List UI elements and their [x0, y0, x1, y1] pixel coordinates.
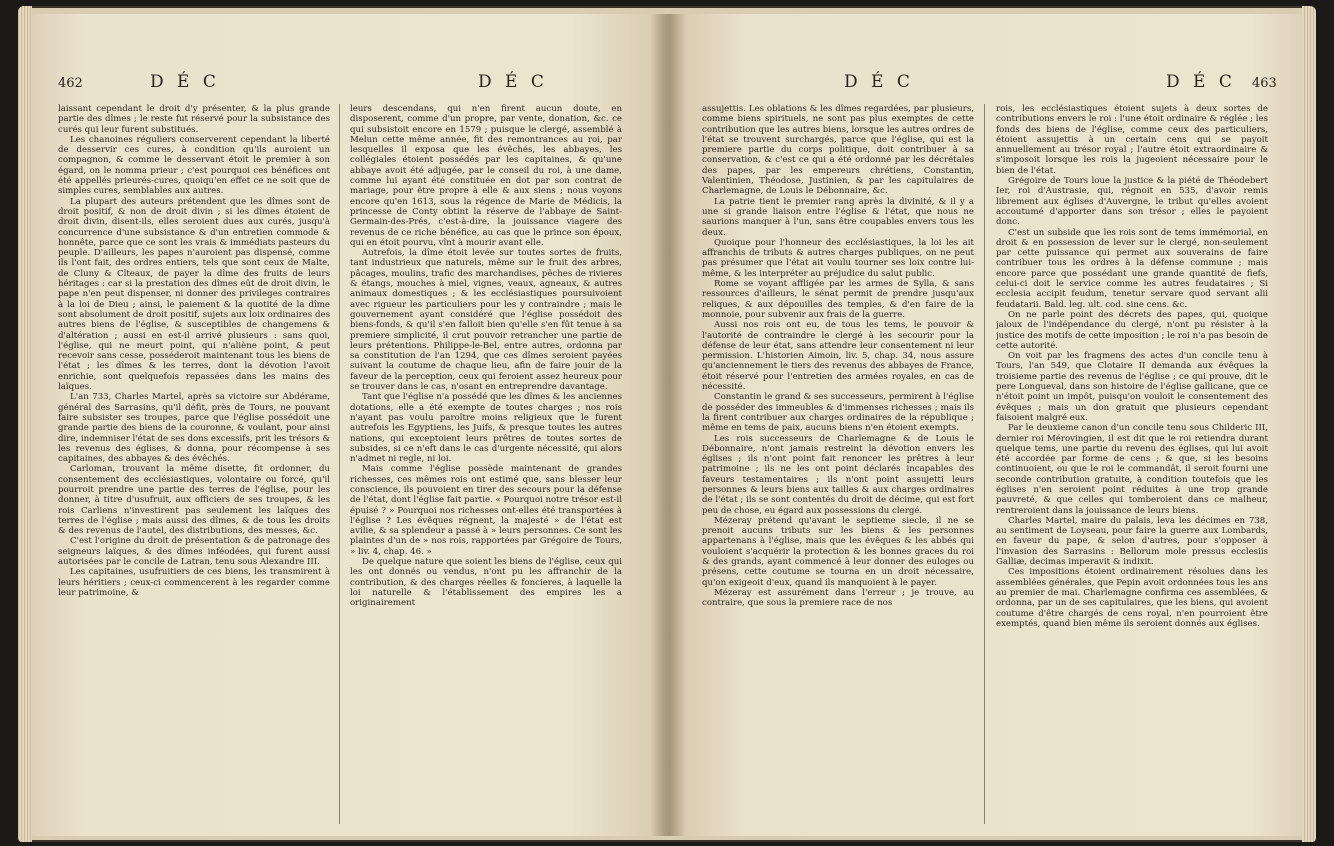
- text-column-left-2: [350, 104, 622, 826]
- paragraph: laissant cependant le droit d'y présenter, & la plus grande partie des dîmes ; le reste fut réservé pour la subsistance des curés qui leur furent substitués.: [58, 104, 330, 135]
- paragraph: On voit par les fragmens des actes d'un concile tenu à Tours, l'an 549, que Clotaire II demanda aux évêques la troisieme partie des revenus de l'église ; ce qui prouve, dit le pere Longueval, dans son histoire de l'église gallicane, que ce n'étoit point un impôt, puisqu'on vouloit le consentement des évêques ; mais un don gratuit que plusieurs cependant faisoient malgré eux.: [996, 351, 1268, 423]
- paragraph: Rome se voyant affligée par les armes de Sylla, & sans ressources d'ailleurs, le sénat permit de prendre jusqu'aux reliques, & aux dépouilles des temples, & d'en faire de la monnoie, pour subvenir aux frais de la guerre.: [702, 279, 974, 320]
- paragraph: Ces impositions étoient ordinairement résolues dans les assemblées générales, que Pepin avoit ordonnées tous les ans au premier de mai. Charlemagne confirma ces assemblées, & ordonna, par un de ses capitulaires, que les biens, qui avoient coutume d'être chargés de cens royal, n'en pourroient être exemptés, quand bien même ils seroient donnés aux églises.: [996, 567, 1268, 629]
- paragraph: Les chanoines réguliers conserverent cependant la liberté de desservir ces cures, à condition qu'ils auroient un compagnon, & comme le desservant étoit le premier à son égard, on le nomma prieur ; c'est pourquoi ces bénéfices ont été appellés prieurés-cures, quoiqu'en effet ce ne soit que de simples cures, semblables aux autres.: [58, 134, 330, 197]
- right-running-header: [668, 72, 1302, 98]
- paragraph: Les capitaines, usufruitiers de ces biens, les transmirent à leurs héritiers ; ceux-ci commencerent à les regarder comme leur patrimoine, &: [58, 567, 330, 598]
- paragraph: On ne parle point des décrets des papes, qui, quoique jaloux de l'indépendance du clergé, n'ont pu résister à la justice des motifs de cette imposition ; le roi n'a pas besoin de cette autorité.: [996, 309, 1268, 351]
- paragraph: Les rois successeurs de Charlemagne & de Louis le Débonnaire, n'ont jamais restreint la dévotion envers les églises ; ils n'ont point fait renoncer les prêtres à leur patrimoine ; ils ne les ont point déclarés incapables des faveurs testamentaires ; ils n'ont point assujetti leurs personnes & leurs biens aux tailles & aux charges ordinaires de l'état ; ils se sont contentés du droit de décime, qui est fort peu de chose, eu égard aux possessions du clergé.: [702, 433, 974, 516]
- paragraph: Aussi nos rois ont eu, de tous les tems, le pouvoir & l'autorité de contraindre le clergé à les secourir pour la défense de leur état, sans attendre leur consentement ni leur permission. L'historien Aimoin, liv. 5, chap. 34, nous assure qu'anciennement le tiers des revenus des abbayes de France, étoit réservé pour l'entretien des armées royales, en cas de nécessité.: [702, 320, 974, 393]
- paragraph: C'est un subside que les rois sont de tems immémorial, en droit & en possession de lever sur le clergé, non-seulement par cette puissance qui permet aux souverains de faire contribuer tous les ordres à la défense commune ; mais encore parce que possédant une grande quantité de fiefs, celui-ci doit le service comme les autres feudataires ; Si ecclesia accipit feudum, tenetur servare quod servant alii feudatarii. Bald. leg. ult. cod. sine cens. &c.: [996, 227, 1268, 310]
- paragraph: Constantin le grand & ses successeurs, permirent à l'église de posséder des immeubles & d'immenses richesses ; mais ils la firent contribuer aux charges ordinaires de la république ; même en tems de paix, aucuns biens n'en étoient exempts.: [702, 392, 974, 434]
- text-column-left-1: [58, 104, 330, 826]
- column-rule: [984, 104, 985, 824]
- paragraph: Mézeray prétend qu'avant le septieme siecle, il ne se prenoit aucuns tributs sur les biens & les personnes appartenans à l'église, mais que les évêques & les abbés qui vouloient s'acquérir la protection & les bonnes graces du roi & des grands, ayant commencé à leur donner des euloges ou présens, cette coutume se tourna en un droit nécessaire, qu'on exigeoit d'eux, quand ils manquoient à le payer.: [702, 515, 974, 588]
- paragraph: leurs descendans, qui n'en firent aucun doute, en disposerent, comme d'un propre, par vente, donation, &c. ce qui subsistoit encore en 1579 ; puisque le clergé, assemblé à Melun cette même année, fit des remontrances au roi, par lesquelles il exposa que les évêchés, les abbayes, les collégiales étoient possédés par les capitaines, & qu'une abbaye avoit été adjugée, par le conseil du roi, à une dame, comme lui ayant été constituée en dot par son contrat de mariage, pour être propre à elle & aux siens ; nous voyons encore qu'en 1613, sous la régence de Marie de Médicis, la princesse de Conty obtint la réserve de l'abbaye de Saint-Germain-des-Prés, c'est-à-dire, la jouissance viagere des revenus de ce riche bénéfice, au cas que le prince son époux, qui en étoit pourvu, vînt à mourir avant elle.: [350, 104, 622, 248]
- paragraph: rois, les ecclésiastiques étoient sujets à deux sortes de contributions envers le roi : l'une étoit ordinaire & réglée ; les fonds des biens de l'église, comme ceux des particuliers, étoient assujettis à un certain cens qui se payoit annuellement au trésor royal ; l'autre étoit extraordinaire & s'imposoit lorsque les rois la jugeoient nécessaire pour le bien de l'état.: [996, 104, 1268, 176]
- page-number-left: 462: [58, 76, 83, 91]
- page-edges-right: [1302, 6, 1316, 842]
- paragraph: L'an 733, Charles Martel, après sa victoire sur Abdérame, général des Sarrasins, qu'il défit, près de Tours, ne pouvant faire subsister ses troupes, parce que l'église possédoit une grande partie des biens de la couronne, & voulant, pour ainsi dire, indemniser l'état de ses dons excessifs, prit les trésors & les revenus des églises, & donna, pour récompense à ses capitaines, des abbayes & des évêchés.: [58, 392, 330, 465]
- paragraph: Mézeray est assurément dans l'erreur ; je trouve, au contraire, que sous la premiere race de nos: [702, 587, 974, 609]
- book-gutter: [650, 14, 686, 836]
- paragraph: La plupart des auteurs prétendent que les dîmes sont de droit positif, & non de droit divin ; si les dîmes étoient de droit divin, disent-ils, elles seroient dues aux curés, jusqu'à concurrence d'une subsistance & d'un entretien commode & honnête, parce que ce sont les vrais & immédiats pasteurs du peuple. D'ailleurs, les papes n'auroient pas dispensé, comme ils l'ont fait, des ordres entiers, tels que sont ceux de Malte, de Cluny & Cîteaux, de payer la dîme des fruits de leurs héritages : car si la prestation des dîmes eût de droit divin, le pape n'en peut dispenser, ni donner des privileges contraires à la loi de Dieu ; ainsi, le paiement & la quotité de la dîme sont absolument de droit positif, sujets aux loix ordinaires des autres biens de l'église, & susceptibles de changemens & d'altération ; aussi en est-il arrivé plusieurs : sans quoi, l'église, qui ne meurt point, qui n'aliène point, & peut recevoir sans cesse, posséderoit maintenant tous les biens de l'état ; les dîmes & les terres, dont la dévotion l'avoit enrichie, sont quelquefois repassées dans les mains des laïques.: [58, 196, 330, 393]
- text-column-right-2: [996, 104, 1268, 826]
- paragraph: De quelque nature que soient les biens de l'église, ceux qui les ont donnés ou vendus, n'ont pu les affranchir de la contribution, & des charges réelles & foncieres, à laquelle la loi naturelle & l'établissement des empires les a originairement: [350, 557, 622, 609]
- running-head: D É C: [1166, 72, 1236, 92]
- paragraph: Charles Martel, maire du palais, leva les décimes en 738, au sentiment de Loyseau, pour faire la guerre aux Lombards, en faveur du pape, & selon d'autres, pour s'opposer à l'invasion des Sarrasins : Bellorum mole pressus ecclesiis Galliæ, decimas imperavit & indixit.: [996, 515, 1268, 568]
- paragraph: Autrefois, la dîme étoit levée sur toutes sortes de fruits, tant industrieux que naturels, même sur le fruit des arbres, pâcages, moulins, trafic des marchandises, pêches de rivieres & étangs, mouches à miel, vignes, veaux, agneaux, & autres animaux domestiques ; & les ecclésiastiques poursuivoient avec rigueur les particuliers pour les y contraindre ; mais le gouvernement ayant considéré que l'église possédoit des biens-fonds, & qu'il s'en falloit bien qu'elle s'en fût tenue à sa premiere simplicité, il crut pouvoir retrancher une partie de leurs prétentions. Philippe-le-Bel, entre autres, ordonna par sa constitution de l'an 1294, que ces dîmes seroient payées suivant la coutume de chaque lieu, afin de faire jouir de la faveur de la perception, ceux qui feroient assez heureux pour se trouver dans le cas, n'osant en entreprendre davantage.: [350, 248, 622, 393]
- paragraph: Tant que l'église n'a possédé que les dîmes & les anciennes dotations, elle a été exempte de toutes charges ; nos rois n'ayant pas voulu paroître moins religieux que le furent autrefois les Egyptiens, les Juifs, & presque toutes les autres nations, qui exceptoient leurs prêtres de toutes sortes de subsides, si ce n'eft dans le cas d'urgente nécessité, qui alors n'admet ni regle, ni loi.: [350, 392, 622, 465]
- left-running-header: [32, 72, 666, 98]
- paragraph: Carloman, trouvant la même disette, fit ordonner, du consentement des ecclésiastiques, volontaire ou forcé, qu'il pourroit prendre une partie des terres de l'église, pour les donner, à titre d'usufruit, aux officiers de ses troupes, & les rois Carliens n'investirent pas seulement les laïques des terres de l'église ; mais aussi des dîmes, & de tous les droits & des revenus de l'autel, des distributions, des messes, &c.: [58, 464, 330, 537]
- running-head: D É C: [150, 72, 220, 92]
- paragraph: La patrie tient le premier rang après la divinité, & il y a une si grande liaison entre l'église & l'état, que nous ne saurions manquer à l'un, sans être coupables envers tous les deux.: [702, 196, 974, 238]
- right-page: [668, 14, 1302, 836]
- page-number-right: 463: [1252, 76, 1277, 91]
- paragraph: Grégoire de Tours loue la justice & la piété de Théodebert Ier, roi d'Austrasie, qui, régnoit en 535, d'avoir remis librement aux églises d'Auvergne, le tribut qu'elles avoient accoutumé d'apporter dans son trésor ; elles le payoient donc.: [996, 176, 1268, 228]
- paragraph: Quoique pour l'honneur des ecclésiastiques, la loi les ait affranchis de tributs & autres charges publiques, on ne peut pas présumer que l'état ait voulu tourner ses loix contre lui-même, & les interpréter au préjudice du salut public.: [702, 237, 974, 279]
- page-edges-left: [18, 6, 32, 842]
- paragraph: Mais comme l'église possède maintenant de grandes richesses, ces mêmes rois ont estimé que, sans blesser leur conscience, ils pouvoient en tirer des secours pour la défense de l'état, dont l'église fait partie. « Pourquoi notre trésor est-il épuisé ? » Pourquoi nos richesses ont-elles été transportées à l'église ? Les évêques régnent, la majesté » de l'état est avilie, & sa splendeur a passé à » leurs personnes. Ce sont les plaintes d'un de » nos rois, rapportées par Grégoire de Tours, » liv. 4, chap. 46. »: [350, 464, 622, 557]
- paragraph: C'est l'origine du droit de présentation & de patronage des seigneurs laïques, & des dîmes inféodées, qui furent aussi autorisées par le concile de Latran, tenu sous Alexandre III.: [58, 536, 330, 568]
- running-head: D É C: [844, 72, 914, 92]
- paragraph: assujettis. Les oblations & les dîmes regardées, par plusieurs, comme biens spirituels, ne sont pas plus exemptes de cette contribution que les autres biens, lorsque les autres ordres de l'état se trouvent surchargés, parce que l'église, qui est la premiere partie du corps politique, doit contribuer à sa conservation, & c'est ce qui a été ordonné par les décrétales des papes, par les empereurs chrétiens, Constantin, Valentinien, Théodose, Justinien, & par les capitulaires de Charlemagne, de Louis le Débonnaire, &c.: [702, 104, 974, 197]
- book-spread: [18, 6, 1316, 842]
- text-column-right-1: [702, 104, 974, 826]
- column-rule: [339, 104, 340, 824]
- paragraph: Par le deuxieme canon d'un concile tenu sous Childeric III, dernier roi Mérovingien, il est dit que le roi retiendra durant quelque tems, une partie du revenu des églises, qui lui avoit été accordée par forme de cens ; & que, si les besoins continuoient, ou que le roi le commandât, il seroit fourni une seconde contribution gratuite, à condition toutefois que les églises n'en seroient point réduites à une trop grande pauvreté, & que celles qui tomberoient dans ce malheur, rentreroient dans la jouissance de leurs biens.: [996, 423, 1268, 516]
- left-page: [32, 14, 666, 836]
- running-head: D É C: [478, 72, 548, 92]
